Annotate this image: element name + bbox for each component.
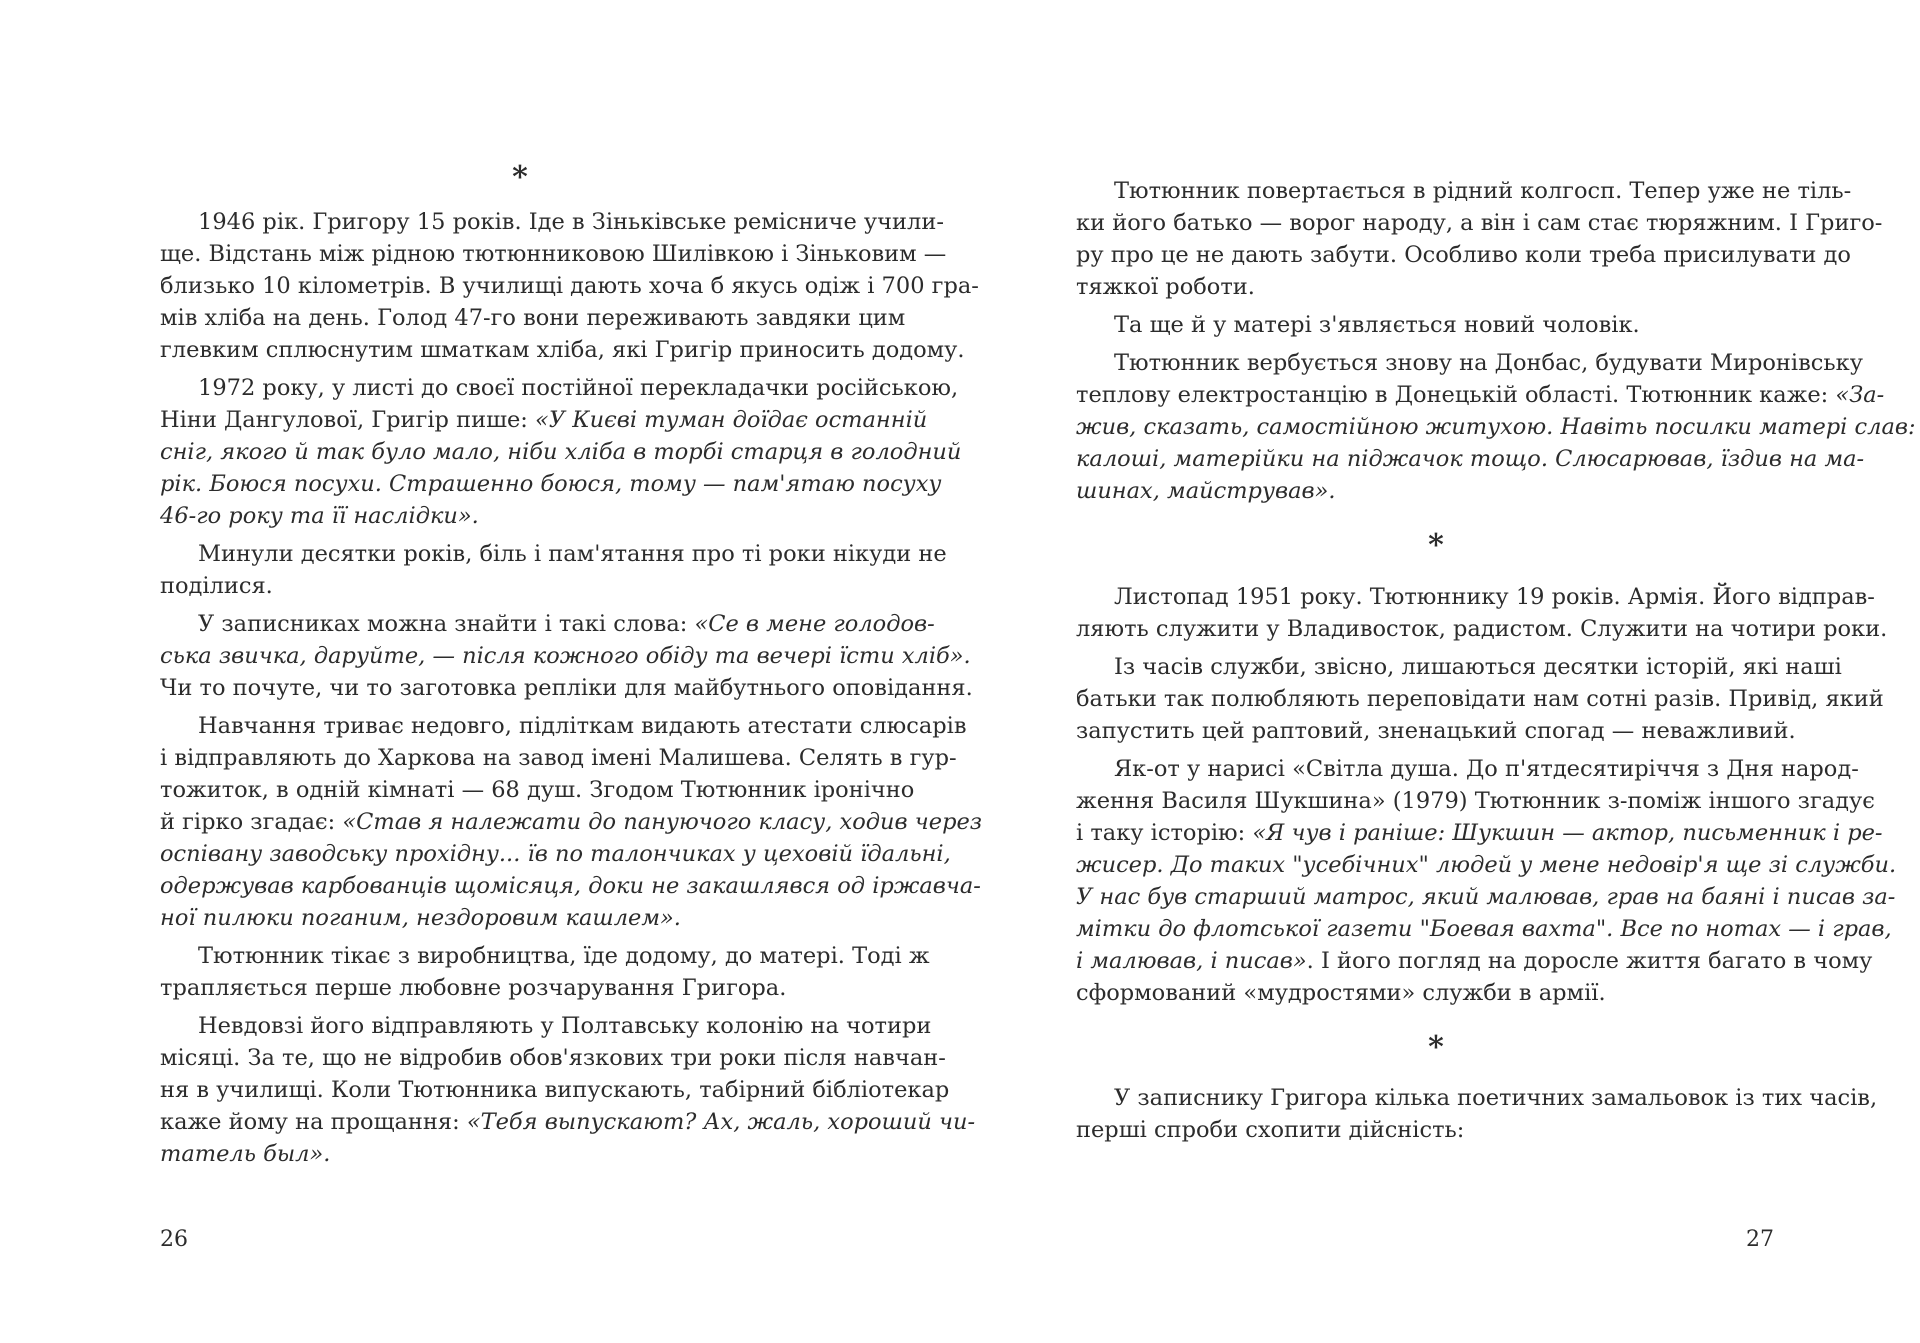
text-line — [1076, 817, 1883, 849]
body-text: У записниках можна знайти і такі слова: — [198, 611, 695, 637]
text-line — [1076, 683, 1884, 715]
section-separator: * — [512, 160, 528, 195]
text-line — [1114, 309, 1796, 341]
body-text: . І його погляд на доросле життя багато в чому — [1306, 948, 1873, 974]
body-text: мів хліба на день. Голод 47-го вони переживають завдяки цим — [160, 305, 906, 331]
body-text: Тютюнник вербується знову на Донбас, будувати Миронівську — [1114, 350, 1863, 376]
body-text: Як-от у нарисі «Світла душа. До п'ятдесятиріччя з Дня народ- — [1114, 756, 1859, 782]
text-line — [160, 1074, 950, 1106]
text-line — [1076, 411, 1916, 443]
body-text: каже йому на прощання: — [160, 1109, 467, 1135]
quote-text: одержував карбованців щомісяця, доки не закашлявся од іржавча- — [160, 873, 981, 899]
body-text: Чи то почуте, чи то заготовка репліки для майбутнього оповідання. — [160, 675, 973, 701]
body-text: сформований «мудростями» служби в армії. — [1076, 980, 1606, 1006]
text-line — [1076, 1114, 1796, 1146]
text-line — [1076, 785, 1875, 817]
text-line — [160, 742, 957, 774]
body-text: Та ще й у матері з'являється новий чоловік. — [1114, 312, 1640, 338]
text-line — [1076, 379, 1885, 411]
text-line — [160, 870, 981, 902]
text-line — [160, 672, 973, 704]
body-text: запустить цей раптовий, зненацький спогад — неважливий. — [1076, 718, 1796, 744]
text-line — [160, 270, 979, 302]
text-line — [160, 838, 951, 870]
text-line — [1114, 1082, 1878, 1114]
section-separator: * — [1428, 1030, 1444, 1065]
quote-text: «Я чув і раніше: Шукшин — актор, письменник і ре- — [1252, 820, 1883, 846]
quote-text: ної пилюки поганим, нездоровим кашлем». — [160, 905, 681, 931]
body-text: ки його батько — ворог народу, а він і сам стає тюряжним. І Григо- — [1076, 210, 1883, 236]
text-line — [160, 774, 915, 806]
body-text: ня в училищі. Коли Тютюнника випускають, табірний бібліотекар — [160, 1077, 950, 1103]
text-line — [198, 372, 959, 404]
text-line — [160, 640, 971, 672]
body-text: місяці. За те, що не відробив обов'язкових три роки після навчан- — [160, 1045, 946, 1071]
text-line — [160, 1106, 976, 1138]
text-line — [1076, 945, 1873, 977]
body-text: 1972 року, у листі до своєї постійної перекладачки російською, — [198, 375, 959, 401]
text-line — [198, 608, 935, 640]
text-line — [160, 500, 880, 532]
text-line — [160, 972, 880, 1004]
text-line — [1076, 715, 1796, 747]
body-text: близько 10 кілометрів. В училищі дають хоча б якусь одіж і 700 гра- — [160, 273, 979, 299]
text-line — [160, 468, 942, 500]
page-number-left: 26 — [160, 1227, 188, 1252]
body-text: і таку історію: — [1076, 820, 1253, 846]
quote-text: У нас був старший матрос, який малював, грав на баяні і писав за- — [1076, 884, 1896, 910]
quote-text: сніг, якого й так було мало, ніби хліба в торбі старця в голодний — [160, 439, 962, 465]
body-text: Минули десятки років, біль і пам'ятання про ті роки нікуди не — [198, 541, 947, 567]
text-line — [1076, 613, 1888, 645]
body-text: Ніни Дангулової, Григір пише: — [160, 407, 536, 433]
body-text: й гірко згадає: — [160, 809, 343, 835]
text-line — [198, 206, 944, 238]
text-line — [1076, 239, 1851, 271]
body-text: Тютюнник тікає з виробництва, їде додому, до матері. Тоді ж — [198, 943, 930, 969]
quote-text: шинах, майстрував». — [1076, 478, 1336, 504]
text-line — [1076, 443, 1865, 475]
quote-text: ська звичка, даруйте, — після кожного обіду та вечері їсти хліб». — [160, 643, 971, 669]
text-line — [1114, 753, 1859, 785]
text-line — [160, 436, 962, 468]
quote-text: «Тебя выпускают? Ах, жаль, хороший чи- — [466, 1109, 976, 1135]
body-text: 1946 рік. Григору 15 років. Іде в Зіньківське ремісниче учили- — [198, 209, 944, 235]
body-text: батьки так полюбляють переповідати нам сотні разів. Привід, який — [1076, 686, 1884, 712]
quote-text: оспівану заводську прохідну... їв по талончиках у цеховій їдальні, — [160, 841, 951, 867]
text-line — [160, 238, 947, 270]
section-separator: * — [1428, 528, 1444, 563]
quote-text: 46-го року та її наслідки». — [160, 503, 479, 529]
body-text: теплову електростанцію в Донецькій області. Тютюнник каже: — [1076, 382, 1836, 408]
body-text: У записнику Григора кілька поетичних замальовок із тих часів, — [1114, 1085, 1878, 1111]
text-line — [1076, 475, 1796, 507]
text-line — [198, 940, 930, 972]
text-line — [198, 1010, 932, 1042]
quote-text: «Се в мене голодов- — [694, 611, 935, 637]
text-line — [160, 1042, 946, 1074]
quote-text: жисер. До таких "усебічних" людей у мене недовір'я ще зі служби. — [1076, 852, 1897, 878]
quote-text: жив, сказать, самостійною житухою. Навіть посилки матері слав: — [1076, 414, 1916, 440]
page-number-right: 27 — [1746, 1227, 1774, 1252]
body-text: тяжкої роботи. — [1076, 274, 1255, 300]
body-text: глевким сплюснутим шматкам хліба, які Григір приносить додому. — [160, 337, 965, 363]
text-line — [1114, 175, 1852, 207]
body-text: Невдовзі його відправляють у Полтавську колонію на чотири — [198, 1013, 932, 1039]
quote-text: «У Києві туман доїдає останній — [535, 407, 928, 433]
body-text: перші спроби схопити дійсність: — [1076, 1117, 1465, 1143]
text-line — [1076, 271, 1796, 303]
quote-text: татель был». — [160, 1141, 331, 1167]
text-line — [160, 570, 880, 602]
text-line — [1076, 913, 1892, 945]
text-line — [1076, 849, 1897, 881]
text-line — [160, 302, 906, 334]
text-line — [160, 334, 965, 366]
body-text: ще. Відстань між рідною тютюнниковою Шилівкою і Зіньковим — — [160, 241, 947, 267]
text-line — [198, 538, 947, 570]
body-text: поділися. — [160, 573, 273, 599]
quote-text: мітки до флотської газети "Боевая вахта". Все по нотах — і грав, — [1076, 916, 1892, 942]
text-line — [1114, 347, 1863, 379]
text-line — [1076, 207, 1883, 239]
quote-text: «За- — [1835, 382, 1885, 408]
text-line — [198, 710, 967, 742]
text-line — [1114, 581, 1875, 613]
text-line — [1076, 881, 1896, 913]
body-text: трапляється перше любовне розчарування Григора. — [160, 975, 787, 1001]
body-text: ження Василя Шукшина» (1979) Тютюнник з-поміж іншого згадує — [1076, 788, 1875, 814]
body-text: ру про це не дають забути. Особливо коли треба присилувати до — [1076, 242, 1851, 268]
body-text: Із часів служби, звісно, лишаються десятки історій, які наші — [1114, 654, 1842, 680]
quote-text: «Став я належати до пануючого класу, ходив через — [342, 809, 983, 835]
body-text: Листопад 1951 року. Тютюннику 19 років. Армія. Його відправ- — [1114, 584, 1875, 610]
text-line — [160, 902, 880, 934]
quote-text: рік. Боюся посухи. Страшенно боюся, тому — пам'ятаю посуху — [160, 471, 942, 497]
text-line — [1114, 651, 1842, 683]
text-line — [160, 1138, 880, 1170]
body-text: тожиток, в одній кімнаті — 68 душ. Згодом Тютюнник іронічно — [160, 777, 915, 803]
quote-text: калоші, матерійки на піджачок тощо. Слюсарював, їздив на ма- — [1076, 446, 1865, 472]
body-text: Навчання триває недовго, підліткам видають атестати слюсарів — [198, 713, 967, 739]
body-text: ляють служити у Владивосток, радистом. Служити на чотири роки. — [1076, 616, 1888, 642]
body-text: Тютюнник повертається в рідний колгосп. Тепер уже не тіль- — [1114, 178, 1852, 204]
body-text: і відправляють до Харкова на завод імені Малишева. Селять в гур- — [160, 745, 957, 771]
text-line — [1076, 977, 1796, 1009]
quote-text: і малював, і писав» — [1076, 948, 1307, 974]
text-line — [160, 404, 928, 436]
text-line — [160, 806, 983, 838]
